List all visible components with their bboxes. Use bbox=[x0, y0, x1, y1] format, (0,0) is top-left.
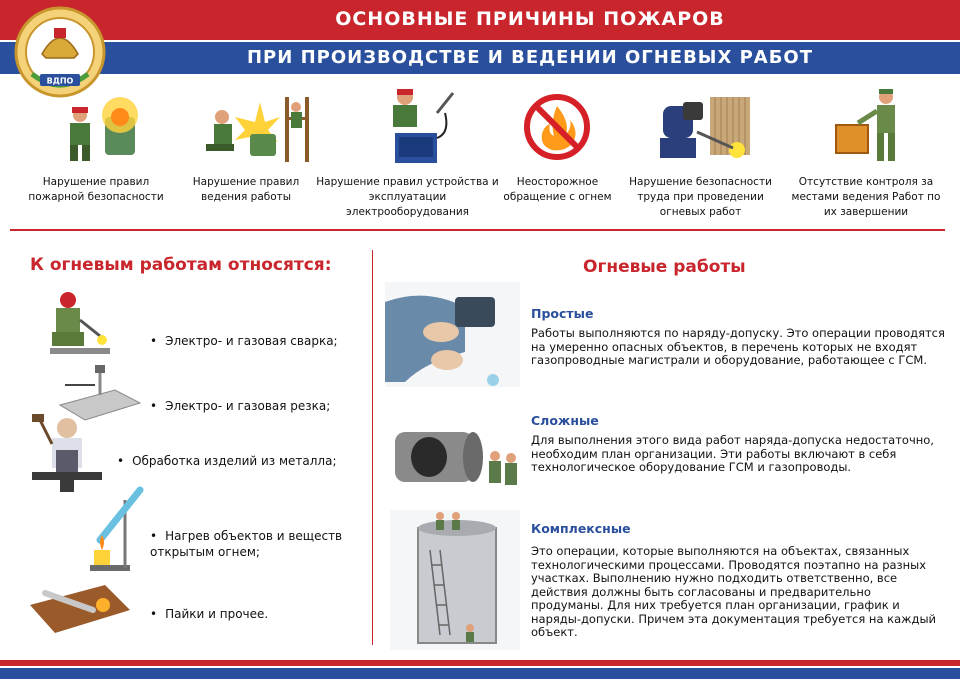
welder-icon bbox=[655, 92, 755, 167]
cause-no-control-label: Отсутствие контроля за местами ведения Работ по их завершении bbox=[791, 176, 941, 218]
list-item: • Пайки и прочее. bbox=[150, 607, 269, 621]
worker-explosion-icon bbox=[200, 92, 315, 167]
left-section-title: К огневым работам относятся: bbox=[30, 255, 332, 275]
svg-text:ВДПО: ВДПО bbox=[46, 76, 74, 86]
worker-box-icon bbox=[830, 85, 920, 167]
list-item-label: Электро- и газовая сварка; bbox=[165, 334, 338, 348]
list-item-label: Пайки и прочее. bbox=[165, 607, 269, 621]
cause-labor-safety-label: Нарушение безопасности труда при проведении огневых работ bbox=[629, 176, 772, 218]
complex-work-pipe-icon bbox=[385, 420, 525, 495]
list-item: • Обработка изделий из металла; bbox=[117, 454, 337, 468]
soldering-icon bbox=[25, 575, 135, 635]
cause-electrical-label: Нарушение правил устройства и эксплуатации электрооборудования bbox=[316, 176, 499, 218]
vdpo-emblem-icon bbox=[10, 4, 110, 104]
section-divider bbox=[10, 229, 945, 231]
page-title-line1: ОСНОВНЫЕ ПРИЧИНЫ ПОЖАРОВ bbox=[335, 8, 725, 30]
comprehensive-heading: Комплексные bbox=[531, 521, 631, 536]
footer-blue-band bbox=[0, 668, 960, 679]
complex-text: Для выполнения этого вида работ наряда-допуска недостаточно, необходим план организации. Эти работы включают в себя технологическое оборудование ГСМ и газопроводы. bbox=[531, 433, 934, 474]
simple-heading: Простые bbox=[531, 306, 594, 321]
list-item: • Электро- и газовая сварка; bbox=[150, 334, 338, 348]
complex-heading: Сложные bbox=[531, 413, 599, 428]
no-fire-sign-icon bbox=[522, 92, 592, 162]
cause-fire-safety-label: Нарушение правил пожарной безопасности bbox=[28, 176, 164, 203]
right-section-title: Огневые работы bbox=[583, 257, 746, 277]
column-divider bbox=[372, 250, 373, 645]
page-title-line2: ПРИ ПРОИЗВОДСТВЕ И ВЕДЕНИИ ОГНЕВЫХ РАБОТ bbox=[246, 47, 814, 68]
comprehensive-work-tank-icon bbox=[390, 510, 520, 650]
heating-flask-icon bbox=[80, 480, 150, 575]
worker-fire-icon bbox=[60, 95, 160, 165]
list-item: • Нагрев объектов и веществ открытым огнем; bbox=[150, 529, 343, 559]
cause-careless-fire-label: Неосторожное обращение с огнем bbox=[503, 176, 612, 203]
comprehensive-text: Это операции, которые выполняются на объектах, связанных технологическими процессами. Проводятся поэтапно на разных участках. Выполнению нужно подходить ответственно, все действия должны быть согласованы и предварительно продуманы. Для них требуется план организации, график и наряды-допуски. Причем эта документация требуется на каждый объект. bbox=[531, 544, 937, 639]
simple-text: Работы выполняются по наряду-допуску. Это операции проводятся на умеренно опасных объектов, в перечень которых не входят газопроводные магистрали и оборудование, работающее с ГСМ. bbox=[531, 326, 945, 367]
footer-red-band bbox=[0, 660, 960, 666]
list-item-label: Обработка изделий из металла; bbox=[132, 454, 337, 468]
cause-work-rules-label: Нарушение правил ведения работы bbox=[192, 176, 300, 203]
list-item: • Электро- и газовая резка; bbox=[150, 399, 331, 413]
welding-machine-icon bbox=[375, 83, 465, 168]
simple-work-welder-icon bbox=[385, 282, 520, 387]
list-item-label: Нагрев объектов и веществ открытым огнем; bbox=[150, 529, 343, 559]
welding-worker-icon bbox=[40, 290, 120, 360]
list-item-label: Электро- и газовая резка; bbox=[165, 399, 331, 413]
